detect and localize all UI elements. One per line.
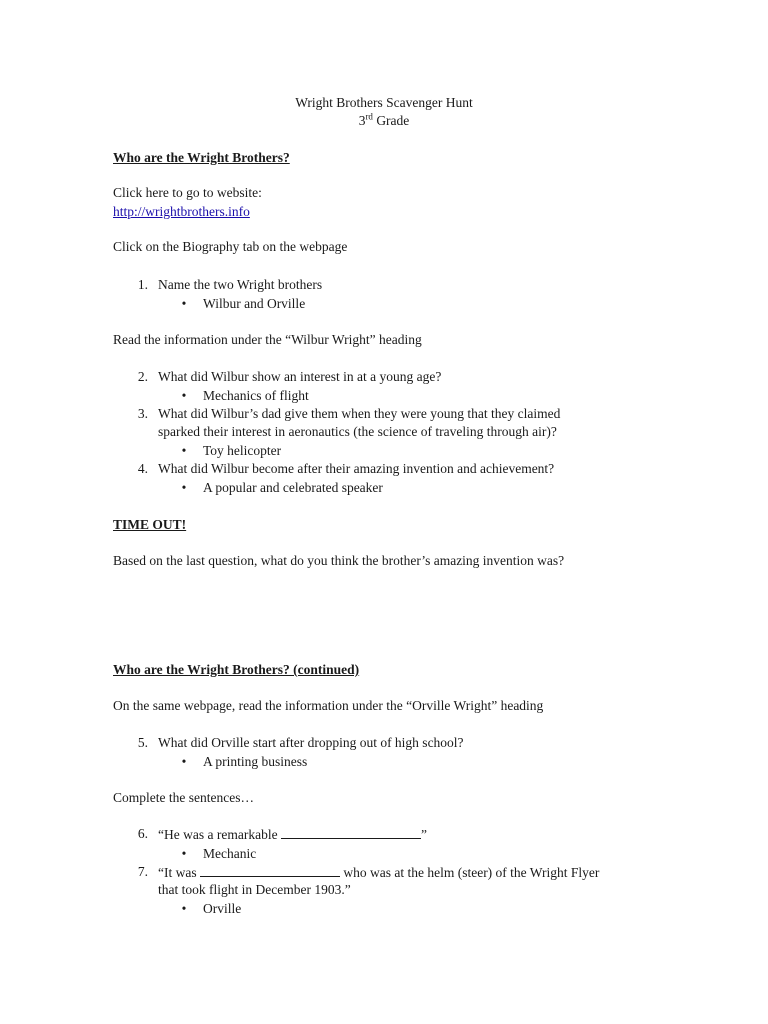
complete-sentences-instruction: Complete the sentences…	[113, 790, 254, 805]
question-4-text: What did Wilbur become after their amazing invention and achievement?	[158, 461, 555, 476]
question-5-text: What did Orville start after dropping out of high school?	[158, 735, 464, 750]
question-number-3: 3.	[137, 406, 148, 421]
bullet-icon: •	[181, 388, 187, 403]
question-number-6: 6.	[137, 826, 148, 841]
click-here-text: Click here to go to website:	[113, 185, 262, 200]
question-3-line-2: sparked their interest in aeronautics (the science of traveling through air)?	[158, 424, 557, 439]
bullet-icon: •	[181, 901, 187, 916]
grade-number: 3	[358, 113, 366, 128]
answer-5: A printing business	[203, 754, 308, 769]
timeout-question: Based on the last question, what do you think the brother’s amazing invention was?	[113, 553, 565, 568]
grade-label	[0, 112, 768, 130]
biography-instruction: Click on the Biography tab on the webpage	[113, 239, 348, 254]
answer-6: Mechanic	[203, 846, 257, 861]
section-heading-continued: Who are the Wright Brothers? (continued)	[113, 662, 360, 677]
answer-7: Orville	[203, 901, 242, 916]
section-heading-who: Who are the Wright Brothers?	[113, 150, 290, 165]
question-7-line-2: that took flight in December 1903.”	[158, 882, 351, 897]
answer-4: A popular and celebrated speaker	[203, 480, 383, 495]
question-6-sentence	[158, 825, 427, 844]
question-3-line-1: What did Wilbur’s dad give them when they were young that they claimed	[158, 406, 561, 421]
question-number-5: 5.	[137, 735, 148, 750]
question-7-after: who was at the helm (steer) of the Wright Flyer	[339, 865, 600, 880]
question-7-before: “It was	[158, 865, 200, 880]
bullet-icon: •	[181, 754, 187, 769]
question-6-after: ”	[420, 827, 427, 842]
question-6-before: “He was a remarkable	[158, 827, 281, 842]
bullet-icon: •	[181, 296, 187, 311]
worksheet-title: Wright Brothers Scavenger Hunt	[295, 95, 473, 110]
question-number-1: 1.	[137, 277, 148, 292]
grade-rest: Grade	[372, 113, 410, 128]
bullet-icon: •	[181, 480, 187, 495]
fill-in-blank	[281, 825, 421, 839]
website-link[interactable]: http://wrightbrothers.info	[113, 204, 250, 219]
answer-3: Toy helicopter	[203, 443, 282, 458]
answer-2: Mechanics of flight	[203, 388, 309, 403]
grade-suffix: rd	[365, 111, 373, 122]
wilbur-instruction: Read the information under the “Wilbur Wright” heading	[113, 332, 422, 347]
timeout-heading: TIME OUT!	[113, 517, 187, 532]
question-1-text: Name the two Wright brothers	[158, 277, 323, 292]
question-2-text: What did Wilbur show an interest in at a young age?	[158, 369, 442, 384]
answer-1: Wilbur and Orville	[203, 296, 306, 311]
orville-instruction: On the same webpage, read the information under the “Orville Wright” heading	[113, 698, 544, 713]
question-number-7: 7.	[137, 864, 148, 879]
bullet-icon: •	[181, 443, 187, 458]
question-7-sentence	[158, 863, 599, 882]
bullet-icon: •	[181, 846, 187, 861]
question-number-4: 4.	[137, 461, 148, 476]
question-number-2: 2.	[137, 369, 148, 384]
fill-in-blank	[200, 863, 340, 877]
